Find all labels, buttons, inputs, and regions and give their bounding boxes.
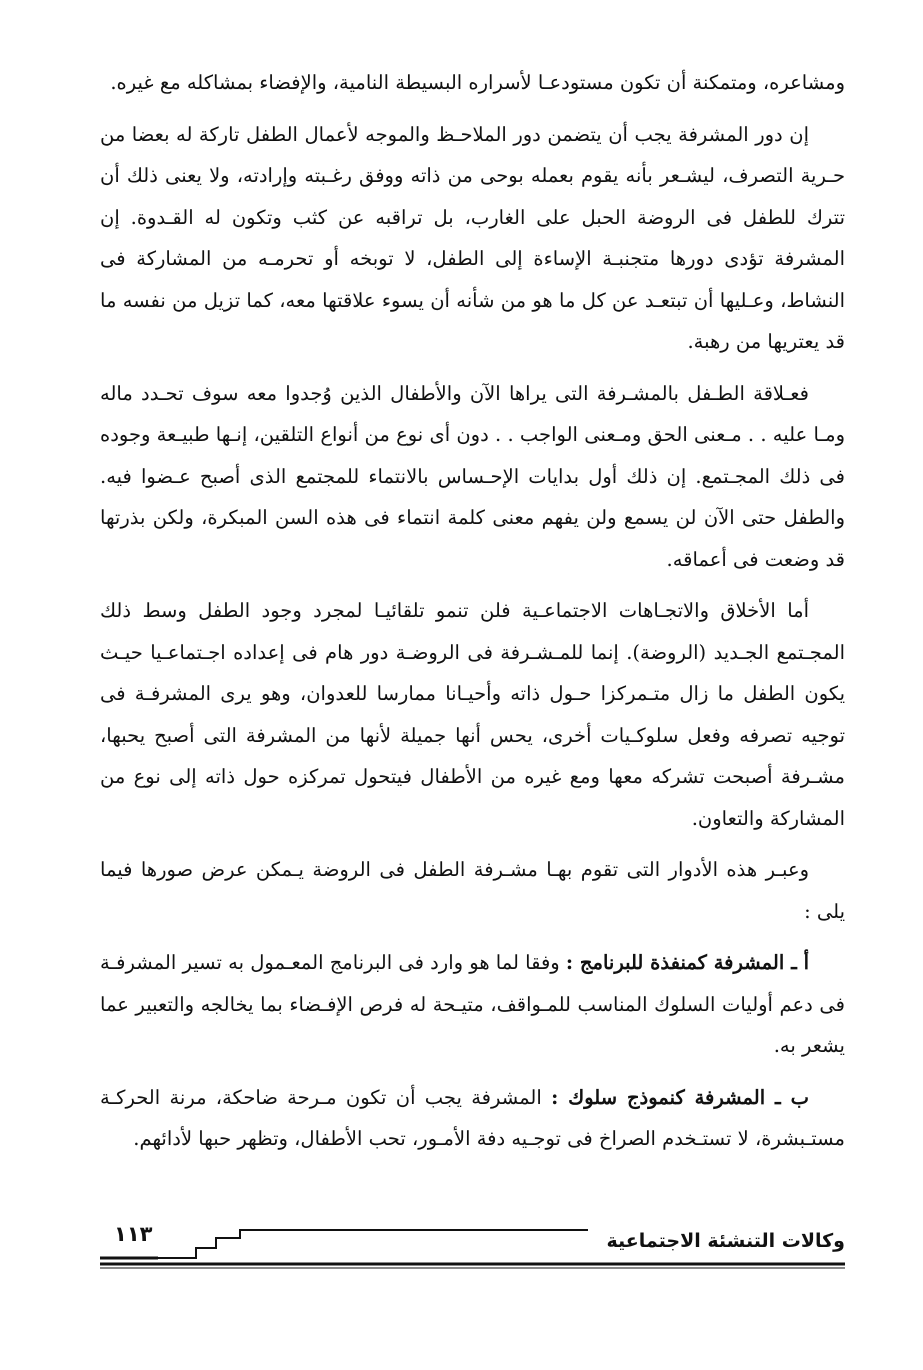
paragraph-3	[100, 373, 845, 581]
paragraph-text: أما الأخلاق والاتجـاهات الاجتماعـية فلن تنمو تلقائيـا لمجرد وجود الطفل وسط ذلك المجـتمع الجـديد (الروضة). إنما للمـشـرفة فى الروضـة دور هام فى إعداده اجـتماعـيا حيـث يكون الطفل ما زال متـمركزا حـول ذاته وأحيـانا ممارسا للعدوان، وهو يرى المشرفـة فى توجيه تصرفه وفعل سلوكـيات أخرى، يحس أنها جميلة لأنها من المشرفة التى أصبح يحبها، مشـرفة أصبحت تشركه معها ومع غيره من الأطفال فيتحول تمركزه حول ذاته إلى نوع من المشاركة والتعاون.	[100, 599, 845, 830]
book-title: وكالات التنشئة الاجتماعية	[606, 1230, 845, 1252]
paragraph-7	[100, 1077, 845, 1160]
paragraph-lead: ب ـ المشرفة كنموذج سلوك :	[551, 1085, 809, 1109]
paragraph-lead: أ ـ المشرفة كمنفذة للبرنامج :	[565, 951, 809, 974]
paragraph-text: وعبـر هذه الأدوار التى تقوم بهـا مشـرفة الطفل فى الروضة يـمكن عرض صورها فيما يلى :	[100, 858, 845, 923]
paragraph-text: إن دور المشرفة يجب أن يتضمن دور الملاحـظ والموجه لأعمال الطفل تاركة له بعضا من حـرية التصرف، ليشـعر بأنه يقوم بعمله بوحى من ذاته ووفق رغـبته وإرادته، ولا يعنى ذلك أن تترك للطفل فى الروضة الحبل على الغارب، بل تراقبه عن كثب وتكون له القـدوة. إن المشرفة تؤدى دورها متجنبـة الإساءة إلى الطفل، لا توبخه أو تحرمـه من المشاركة فى النشاط، وعـليها أن تبتعـد عن كل ما هو من شأنه أن يسوء علاقتها معه، كما تزيل من نفسه ما قد يعتريها من رهبة.	[100, 122, 845, 353]
paragraph-5	[100, 849, 845, 932]
page-number: ١١٣	[114, 1222, 153, 1246]
paragraph-4	[100, 590, 845, 839]
paragraph-2	[100, 114, 845, 363]
paragraph-6	[100, 942, 845, 1067]
paragraph-text: المشرفة يجب أن تكون مـرحة ضاحكة، مرنة الحركـة مستـبشرة، لا تستـخدم الصراخ فى توجـيه دفة الأمـور، تحب الأطفال، وتظهر حبها لأدائهم.	[100, 1085, 845, 1150]
paragraph-1	[100, 62, 845, 104]
paragraph-text: فعـلاقة الطـفل بالمشـرفة التى يراها الآن والأطفال الذين وُجدوا معه سوف تحـدد ماله ومـا عليه . . مـعنى الحق ومـعنى الواجب . . دون أى نوع من أنواع التلقين، إنـها طبيـعة وجوده فى ذلك المجـتمع. إن ذلك أول بدايات الإحـساس بالانتماء للمجتمع الذى أصبح عـضوا فيه. والطفل حتى الآن لن يسمع ولن يفهم معنى كلمة انتماء فى هذه السن المبكرة، ولكن بذرتها قد وضعت فى أعماقه.	[100, 381, 845, 571]
page-body	[100, 62, 845, 1170]
paragraph-text: ومشاعره، ومتمكنة أن تكون مستودعـا لأسراره البسيطة النامية، والإفضاء بمشاكله مع غيره.	[110, 71, 845, 94]
paragraph-text: وفقا لما هو وارد فى البرنامج المعـمول به تسير المشرفـة فى دعم أوليات السلوك المناسب للمـواقف، متيـحة له فرص الإفـضاء بما يخالجه والتعبير عما يشعر به.	[100, 951, 845, 1057]
page-footer	[100, 1222, 845, 1272]
